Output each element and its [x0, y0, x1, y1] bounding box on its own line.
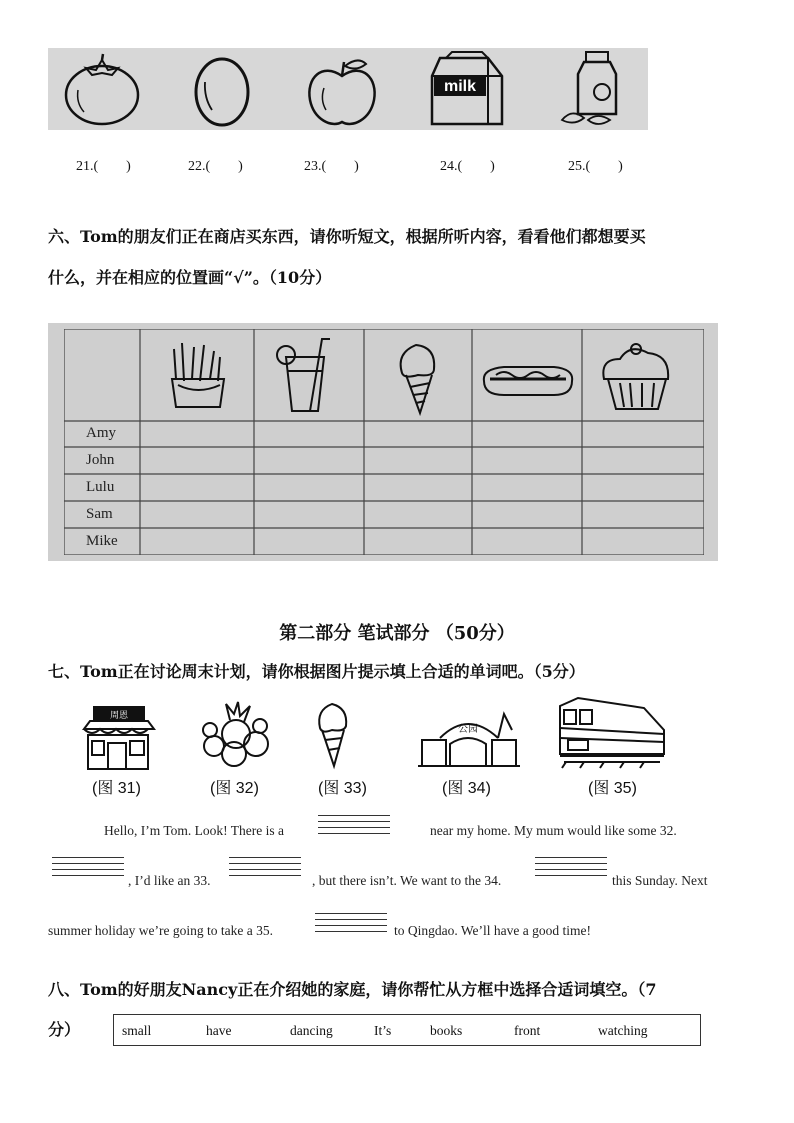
food-picture-strip [48, 48, 648, 130]
train-icon [554, 696, 668, 772]
milk-label: milk [443, 78, 477, 95]
caption-35: (图 35) [588, 780, 637, 797]
answer-24[interactable]: 24.( ) [440, 159, 495, 174]
blank-34[interactable] [535, 857, 607, 881]
egg-icon [188, 48, 258, 130]
shopping-table-grid [64, 329, 704, 555]
passage-line3-b: to Qingdao. We’ll have a good time! [394, 923, 591, 938]
caption-32: (图 32) [210, 780, 259, 797]
caption-34: (图 34) [442, 780, 491, 797]
word-have: have [206, 1023, 232, 1038]
q6-title-line1: 六、Tom的朋友们正在商店买东西，请你听短文，根据所听内容，看看他们都想要买 [48, 227, 646, 246]
q7-title: 七、Tom正在讨论周末计划，请你根据图片提示填上合适的单词吧。（5分） [48, 662, 585, 681]
apple-icon [304, 48, 380, 130]
park-sign: 公园 [458, 724, 478, 735]
ice-cream-icon [401, 345, 435, 413]
word-dancing: dancing [290, 1023, 333, 1038]
passage-line3-a: summer holiday we’re going to take a 35. [48, 923, 273, 938]
answer-22[interactable]: 22.( ) [188, 159, 243, 174]
q6-title-line2: 什么，并在相应的位置画“√”。（10分） [48, 268, 332, 287]
passage-line1-a: Hello, I’m Tom. Look! There is a [104, 823, 285, 838]
word-bank-box [113, 1014, 701, 1046]
passage-line2-c: this Sunday. Next [612, 873, 708, 888]
word-books: books [430, 1023, 463, 1038]
q7-ice-cream-icon [314, 700, 354, 770]
word-front: front [514, 1023, 541, 1038]
blank-35[interactable] [315, 913, 387, 937]
park-icon [414, 710, 524, 772]
row-name-john: John [86, 452, 115, 468]
hotdog-icon [484, 367, 572, 395]
answer-23[interactable]: 23.( ) [304, 159, 359, 174]
caption-33: (图 33) [318, 780, 367, 797]
fruit-icon [200, 700, 272, 770]
blank-31[interactable] [318, 815, 390, 839]
q8-title-line1: 八、Tom的好朋友Nancy正在介绍她的家庭，请你帮忙从方框中选择合适词填空。（7 [48, 980, 657, 999]
row-name-amy: Amy [86, 425, 116, 441]
q8-title-line2: 分） [48, 1020, 81, 1039]
passage-line2-b: , but there isn’t. We want to the 34. [312, 873, 502, 888]
answer-25[interactable]: 25.( ) [568, 159, 623, 174]
cupcake-icon [603, 344, 668, 409]
passage-line2-a: , I’d like an 33. [128, 873, 211, 888]
passage-line1-b: near my home. My mum would like some 32. [430, 823, 677, 838]
tomato-icon [62, 48, 142, 130]
row-name-lulu: Lulu [86, 479, 115, 495]
milk-carton-icon [426, 48, 510, 130]
word-watching: watching [598, 1023, 648, 1038]
row-name-mike: Mike [86, 533, 118, 549]
juice-drink-icon [277, 339, 330, 411]
part2-heading: 第二部分 笔试部分 （50分） [279, 623, 515, 644]
fries-icon [172, 343, 224, 407]
row-name-sam: Sam [86, 506, 113, 522]
shop-sign: 周恩 [109, 711, 129, 721]
bookstore-icon [80, 705, 156, 773]
shopping-table [48, 323, 718, 561]
juice-bottle-icon [558, 48, 628, 130]
word-its: It’s [374, 1023, 392, 1038]
answer-21[interactable]: 21.( ) [76, 159, 131, 174]
caption-31: (图 31) [92, 780, 141, 797]
blank-33[interactable] [229, 857, 301, 881]
blank-32[interactable] [52, 857, 124, 881]
word-small: small [122, 1023, 152, 1038]
